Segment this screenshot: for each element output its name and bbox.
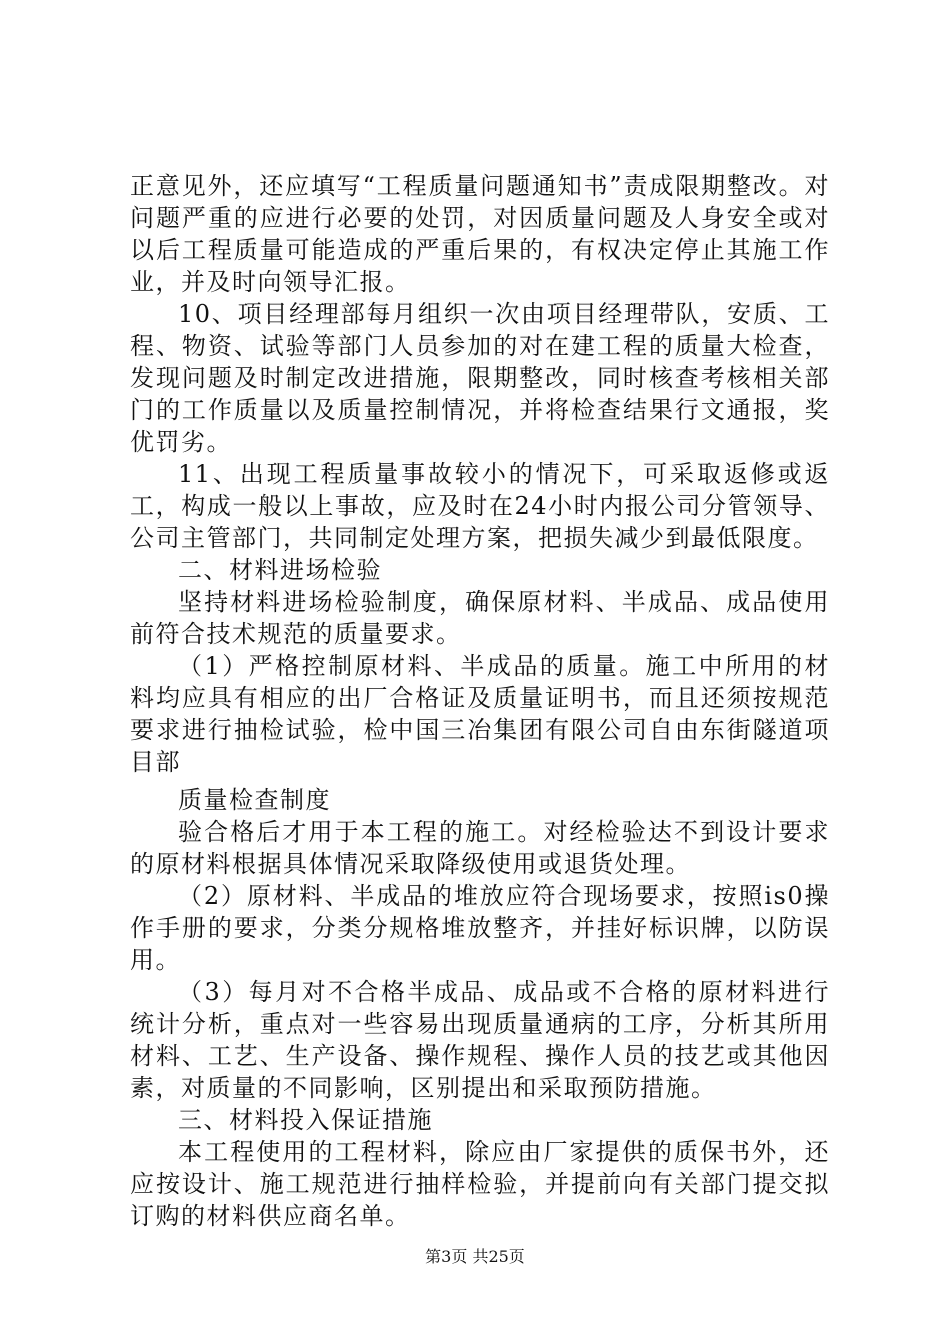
paragraph-point-2: （2）原材料、半成品的堆放应符合现场要求，按照is0操作手册的要求，分类分规格堆放整齐，并挂好标识牌，以防误用。 [130,882,830,974]
paragraph-continuation: 正意见外，还应填写“工程质量问题通知书”责成限期整改。对问题严重的应进行必要的处罚，对因质量问题及人身安全或对以后工程质量可能造成的严重后果的，有权决定停止其施工作业，并及时向领导汇报。 [130,172,830,296]
paragraph-point-3: （3）每月对不合格半成品、成品或不合格的原材料进行统计分析，重点对一些容易出现质量通病的工序，分析其所用材料、工艺、生产设备、操作规程、操作人员的技艺或其他因素，对质量的不同影响，区别提出和采取预防措施。 [130,978,830,1102]
paragraph-item-11: 11、出现工程质量事故较小的情况下，可采取返修或返工，构成一般以上事故，应及时在24小时内报公司分管领导、公司主管部门，共同制定处理方案，把损失减少到最低限度。 [130,460,830,552]
paragraph-material-measures: 本工程使用的工程材料，除应由厂家提供的质保书外，还应按设计、施工规范进行抽样检验，并提前向有关部门提交拟订购的材料供应商名单。 [130,1138,830,1230]
running-title: 质量检查制度 [178,786,331,814]
section-heading-3: 三、材料投入保证措施 [178,1106,433,1134]
paragraph-material-inspection: 坚持材料进场检验制度，确保原材料、半成品、成品使用前符合技术规范的质量要求。 [130,588,830,648]
page-footer: 第3页 共25页 [425,1247,525,1266]
paragraph-point-1: （1）严格控制原材料、半成品的质量。施工中所用的材料均应具有相应的出厂合格证及质量证明书，而且还须按规范要求进行抽检试验，检中国三冶集团有限公司自由东街隧道项目部 [130,652,830,776]
document-body [130,170,830,1232]
paragraph-item-10: 10、项目经理部每月组织一次由项目经理带队，安质、工程、物资、试验等部门人员参加的对在建工程的质量大检查，发现问题及时制定改进措施，限期整改，同时核查考核相关部门的工作质量以及质量控制情况，并将检查结果行文通报，奖优罚劣。 [130,300,830,456]
section-heading-2: 二、材料进场检验 [178,556,382,584]
paragraph-point-1-cont: 验合格后才用于本工程的施工。对经检验达不到设计要求的原材料根据具体情况采取降级使用或退货处理。 [130,818,830,878]
